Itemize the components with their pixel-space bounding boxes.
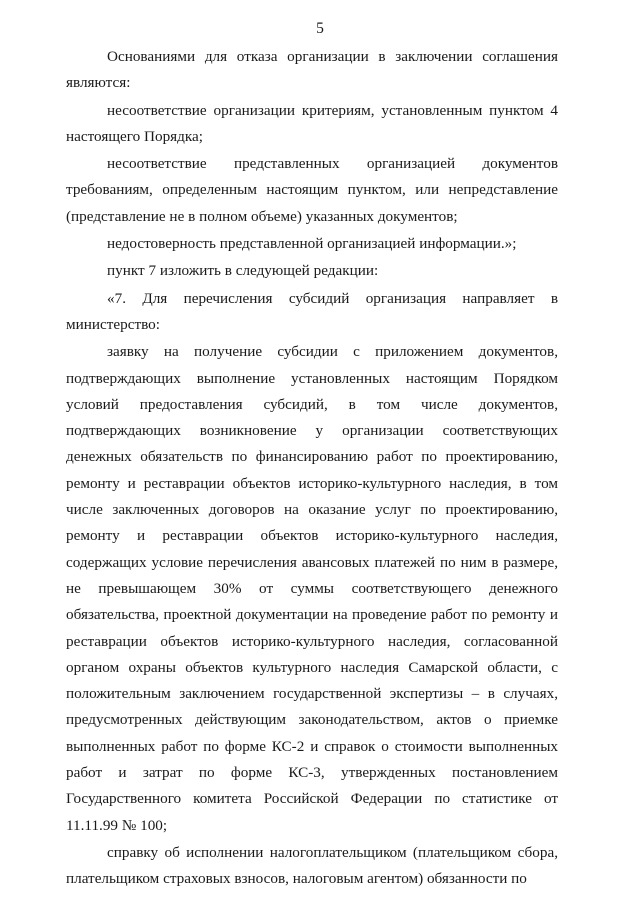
paragraph-criteria-mismatch: несоответствие организации критериям, установленным пунктом 4 настоящего Порядка;: [66, 101, 558, 145]
paragraph-false-information: недостоверность представленной организацией информации.»;: [107, 235, 517, 253]
document-body: [66, 44, 558, 893]
paragraph-documents-mismatch: несоответствие представленных организацией документов требованиям, определенным настоящим пунктом, или непредставление (представление не в полном объеме) указанных документов;: [66, 155, 558, 225]
paragraph-item-7: «7. Для перечисления субсидий организация направляет в министерство:: [66, 289, 558, 333]
paragraph-tax-certificate: справку об исполнении налогоплательщиком (плательщиком сбора, плательщиком страховых взносов, налоговым агентом) обязанности по: [66, 843, 558, 888]
paragraph-refusal-grounds: Основаниями для отказа организации в заключении соглашения являются:: [66, 48, 558, 92]
page-number: 5: [316, 20, 324, 37]
paragraph-item-7-intro: пункт 7 изложить в следующей редакции:: [107, 262, 379, 280]
paragraph-application: заявку на получение субсидии с приложением документов, подтверждающих выполнение установленных настоящим Порядком условий предоставления субсидий, в том числе документов, подтверждающих возникновение у организации соответствующих денежных обязательств по финансированию работ по проектированию, ремонту и реставрации объектов историко-культурного наследия, в том числе заключенных договоров на оказание услуг по проектированию, ремонту и реставрации объектов историко-культурного наследия, содержащих условие перечисления авансовых платежей по ним в размере, не превышающем 30% от суммы соответствующего денежного обязательства, проектной документации на проведение работ по ремонту и реставрации объектов историко-культурного наследия, согласованной органом охраны объектов культурного наследия Самарской области, с положительным заключением государственной экспертизы – в случаях, предусмотренных действующим законодательством, актов о приемке выполненных работ по форме КС-2 и справок о стоимости выполненных работ и затрат по форме КС-3, утвержденных постановлением Государственного комитета Российской Федерации по статистике от 11.11.99 № 100;: [66, 343, 558, 834]
